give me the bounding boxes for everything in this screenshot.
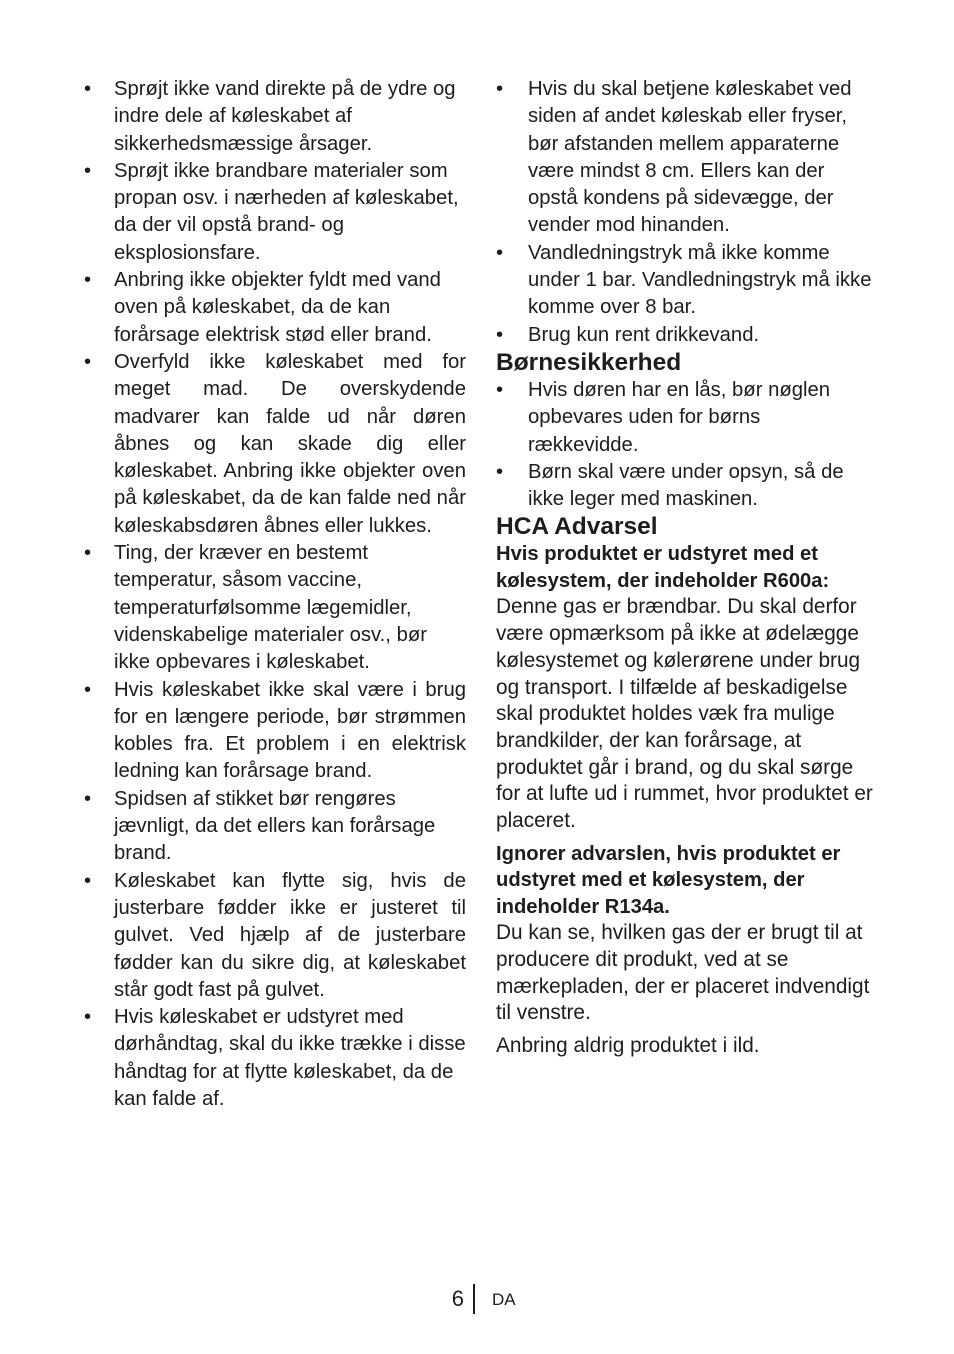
hca-fire-warning: Anbring aldrig produktet i ild. bbox=[496, 1034, 760, 1058]
list-item-text: Brug kun rent drikkevand. bbox=[528, 323, 760, 346]
list-item bbox=[496, 377, 874, 459]
bullet-marker: • bbox=[84, 678, 92, 701]
list-item-text: Overfyld ikke køleskabet med for meget mad. De overskydende madvarer kan falde ud når døren åbnes og kan skade dig eller køleskabet. Anbring ikke objekter oven på køleskabet, da de kan falde ned når køleskabsdøren åbnes eller lukkes. bbox=[114, 350, 466, 537]
list-item-text: Vandledningstryk må ikke komme under 1 bar. Vandledningstryk må ikke komme over 8 bar. bbox=[528, 241, 872, 319]
bullet-marker: • bbox=[496, 323, 504, 346]
bullet-marker: • bbox=[84, 542, 92, 565]
hca-warning-heading: HCA Advarsel bbox=[496, 513, 658, 541]
list-item bbox=[496, 240, 874, 322]
bullet-marker: • bbox=[84, 787, 92, 810]
hca-r600a-paragraph: Denne gas er brændbar. Du skal derfor være opmærksom på ikke at ødelægge kølesystemet og kølerørene under brug og transport. I tilfælde af beskadigelse skal produktet holdes væk fra mulige brandkilder, der kan forårsage, at produktet går i brand, og du skal sørge for at lufte ud i rummet, hvor produktet er placeret. bbox=[496, 595, 873, 833]
list-item-text: Hvis køleskabet ikke skal være i brug for en længere periode, bør strømmen kobles fra. Et problem i en elektrisk ledning kan forårsage brand. bbox=[114, 678, 466, 783]
page-footer bbox=[0, 1284, 954, 1314]
language-code: DA bbox=[492, 1290, 516, 1309]
bullet-marker: • bbox=[496, 241, 504, 264]
hca-r134a-notice: Ignorer advarslen, hvis produktet er udstyret med et kølesystem, der indeholder R134a. bbox=[496, 842, 841, 918]
list-item bbox=[84, 158, 466, 267]
list-item-text: Hvis køleskabet er udstyret med dørhåndtag, skal du ikke trække i disse håndtag for at flytte køleskabet, da de kan falde af. bbox=[114, 1006, 466, 1110]
list-item bbox=[84, 349, 466, 540]
list-item bbox=[496, 459, 874, 514]
list-item-text: Hvis døren har en lås, bør nøglen opbevares uden for børns rækkevidde. bbox=[528, 378, 831, 456]
page-number: 6 bbox=[451, 1286, 464, 1311]
hca-gas-identification-paragraph: Du kan se, hvilken gas der er brugt til at producere dit produkt, ved at se mærkepladen, der er placeret indvendigt til venstre. bbox=[496, 921, 870, 1025]
hca-r600a-notice: Hvis produktet er udstyret med et kølesystem, der indeholder R600a: bbox=[496, 543, 830, 592]
list-item bbox=[84, 677, 466, 786]
child-safety-heading: Børnesikkerhed bbox=[496, 348, 682, 376]
list-item bbox=[84, 868, 466, 1004]
list-item-text: Sprøjt ikke vand direkte på de ydre og indre dele af køleskabet af sikkerhedsmæssige årsager. bbox=[114, 78, 456, 155]
footer-divider bbox=[473, 1284, 475, 1314]
list-item-text: Børn skal være under opsyn, så de ikke leger med maskinen. bbox=[528, 460, 844, 511]
bullet-marker: • bbox=[84, 1006, 92, 1029]
bullet-marker: • bbox=[84, 869, 92, 892]
list-item bbox=[84, 267, 466, 349]
child-safety-bullet-list bbox=[496, 377, 874, 513]
list-item bbox=[496, 322, 874, 349]
list-item-text: Køleskabet kan flytte sig, hvis de justerbare fødder ikke er justeret til gulvet. Ved hjælp af de justerbare fødder kan du sikre dig, at køleskabet står godt fast på gulvet. bbox=[114, 869, 466, 1001]
bullet-marker: • bbox=[84, 159, 92, 182]
list-item bbox=[84, 1004, 466, 1113]
bullet-marker: • bbox=[496, 460, 504, 483]
bullet-marker: • bbox=[84, 269, 92, 292]
list-item bbox=[496, 76, 874, 240]
safety-bullet-list bbox=[84, 76, 466, 1113]
list-item-text: Hvis du skal betjene køleskabet ved siden af andet køleskab eller fryser, bør afstanden mellem apparaterne være mindst 8 cm. Ellers kan der opstå kondens på sidevægge, der vender mod hinanden. bbox=[528, 78, 852, 237]
list-item bbox=[84, 786, 466, 868]
list-item bbox=[84, 540, 466, 676]
bullet-marker: • bbox=[84, 78, 92, 100]
list-item-text: Anbring ikke objekter fyldt med vand oven på køleskabet, da de kan forårsage elektrisk stød eller brand. bbox=[114, 269, 441, 346]
installation-bullet-list bbox=[496, 76, 874, 349]
bullet-marker: • bbox=[84, 350, 92, 373]
bullet-marker: • bbox=[496, 78, 504, 100]
list-item-text: Ting, der kræver en bestemt temperatur, såsom vaccine, temperaturfølsomme lægemidler, videnskabelige materialer osv., bør ikke opbevares i køleskabet. bbox=[114, 542, 427, 674]
list-item-text: Spidsen af stikket bør rengøres jævnligt, da det ellers kan forårsage brand. bbox=[114, 787, 436, 865]
list-item bbox=[84, 76, 466, 158]
list-item-text: Sprøjt ikke brandbare materialer som propan osv. i nærheden af køleskabet, da der vil opstå brand- og eksplosionsfare. bbox=[114, 159, 459, 264]
right-column bbox=[496, 76, 874, 1060]
bullet-marker: • bbox=[496, 378, 504, 401]
left-column bbox=[84, 76, 466, 1113]
